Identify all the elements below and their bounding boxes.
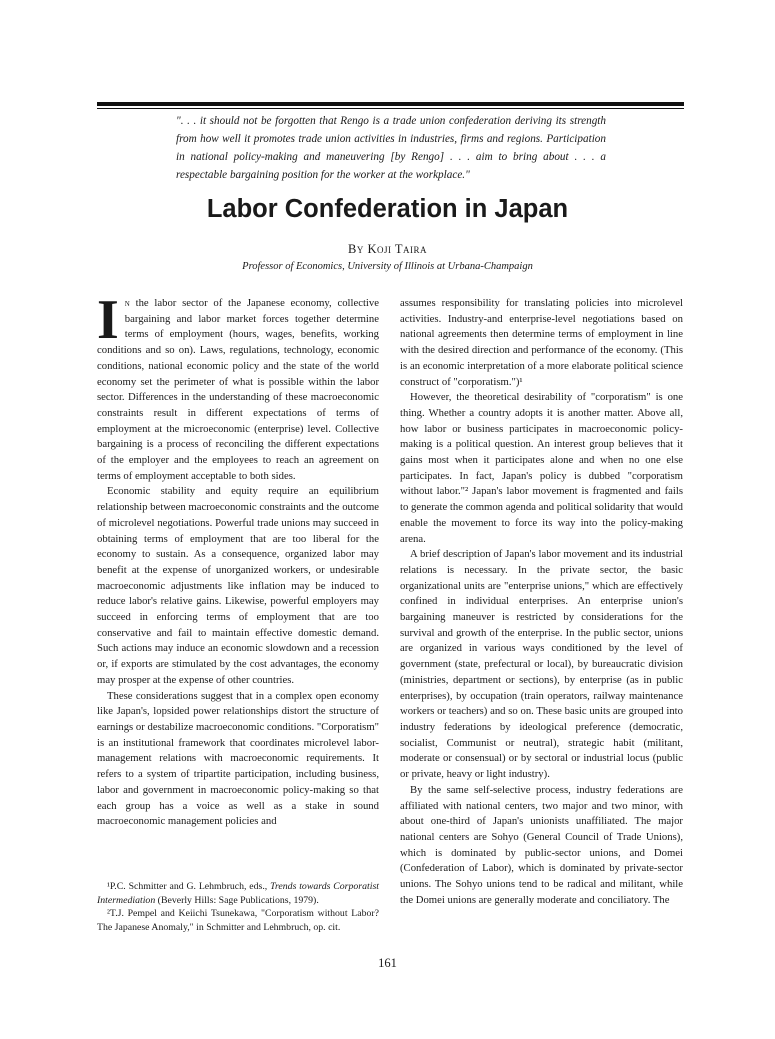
footnote-text: (Beverly Hills: Sage Publications, 1979). <box>155 894 319 906</box>
footnote-text: ¹P.C. Schmitter and G. Lehmbruch, eds., <box>107 881 271 892</box>
paragraph: assumes responsibility for translating policies into microlevel activities. Industry-and enterprise-level negotiations based on national agreements then determine terms of employment in line with the desired direction and performance of the economy. (This is an economic interpretation of a more elaborate political science construct of "corporatism.")¹ <box>400 297 683 388</box>
author-byline: By Koji Taira <box>347 242 428 256</box>
paragraph: Economic stability and equity require an equilibrium relationship between macroeconomic constraints and the outcome of microlevel negotiations. Powerful trade unions may succeed in obtaining terms of employment that are too liberal for the economy to sustain. As a consequence, organized labor may benefit at the expense of unorganized workers, or undesirable macroeconomic adjustments like inflation may be induced to reduce labor's relative gains. Likewise, powerful employers may succeed in enforcing terms of employment that are too conservative and fail to maintain effective domestic demand. Such actions may induce an economic slowdown and a recession or, if exports are stimulated by the cost advantages, the economy may prosper at the expense of other countries. <box>97 485 379 686</box>
footnote-title: Trends towards Corporatist Intermediation <box>97 881 379 906</box>
paragraph: These considerations suggest that in a complex open economy like Japan's, lopsided power relationships distort the structure of earnings or destabilize macroeconomic conditions. "Corporatism" is an institutional framework that coordinates microlevel labor-management relations with macroeconomic requirements. It refers to a system of tripartite participation, including business, labor and government in macroeconomic policy-making so that each group has a voice as well as a stake in sound macroeconomic management policies and <box>97 689 379 828</box>
paragraph <box>97 289 379 484</box>
article-title: Labor Confederation in Japan <box>206 195 569 223</box>
footnote <box>97 880 379 907</box>
lead-in: n <box>124 297 130 309</box>
footnotes <box>97 880 379 934</box>
body-column-left <box>97 289 379 830</box>
footnote <box>97 907 379 934</box>
drop-cap: I <box>97 289 119 351</box>
header-rule-thin <box>97 108 684 109</box>
paragraph: A brief description of Japan's labor movement and its industrial relations is necessary. In the private sector, the basic organizational units are "enterprise unions," which are effectively confined in individual enterprises. An enterprise union's bargaining maneuver is restricted by considerations for the survival and growth of the enterprise. In the public sector, unions are organized in various ways conditioned by the level of government (state, prefectural or local), by bureaucratic division (ministries, department or sections), by enterprise (as in public enterprises), by occupation (train operators, railway maintenance workers or teachers) and so on. These basic units are grouped into industry federations by ideological preference (democratic, socialist, Communist or neutral), strategic habit (militant, moderate or consensual) or by sectoral or industrial locus (public or private, heavy or light industry). <box>400 548 683 781</box>
footnote-text: ²T.J. Pempel and Keiichi Tsunekawa, "Corporatism without Labor? The Japanese Anomaly," in Schmitter and Lehmbruch, op. cit. <box>97 908 379 933</box>
body-column-right <box>400 296 683 908</box>
epigraph-quote: ". . . it should not be forgotten that Rengo is a trade union confederation deriving its strength from how well it promotes trade union activities in industries, firms and regions. Participation in national policy-making and maneuvering [by Rengo] . . . aim to bring about . . . a respectable bargaining position for the worker at the workplace." <box>176 115 606 181</box>
header-rule-thick <box>97 102 684 106</box>
paragraph-text: the labor sector of the Japanese economy, collective bargaining and labor market forces together determine terms of employment (hours, wages, benefits, working conditions and so on). Laws, regulations, technology, economic conditions, national economic policy and the state of the world economy set the perimeter of what is possible within the labor sector. Differences in the understanding of these macroeconomic constraints result in different expectations of terms of employment at the microeconomic (enterprise) level. Collective bargaining is a process of reconciling the different expectations of the employer and the employees to reach an agreement on terms of employment acceptable to both sides. <box>97 297 379 482</box>
page-number: 161 <box>378 956 397 970</box>
author-affiliation: Professor of Economics, University of Illinois at Urbana-Champaign <box>242 261 533 272</box>
paragraph: By the same self-selective process, industry federations are affiliated with national centers, two major and two minor, with about one-third of Japan's unionists unaffiliated. The major national centers are Sohyo (General Council of Trade Unions), which is dominated by public-sector unions, and Domei (Confederation of Labor), which is dominated by private-sector unions. The Sohyo unions tend to be radical and militant, while the Domei unions are generally moderate and conciliatory. The <box>400 783 683 906</box>
paragraph: However, the theoretical desirability of "corporatism" is one thing. Whether a country adopts it is another matter. Above all, how labor or business participates in macroeconomic policy-making is a political question. An interest group believes that it gains most when it participates alone and when no one else participates. In fact, Japan's policy is dubbed "corporatism without labor."² Japan's labor movement is fragmented and fails to generate the common agenda and political solidarity that would enable the movement to force its way into the policy-making arena. <box>400 391 683 545</box>
